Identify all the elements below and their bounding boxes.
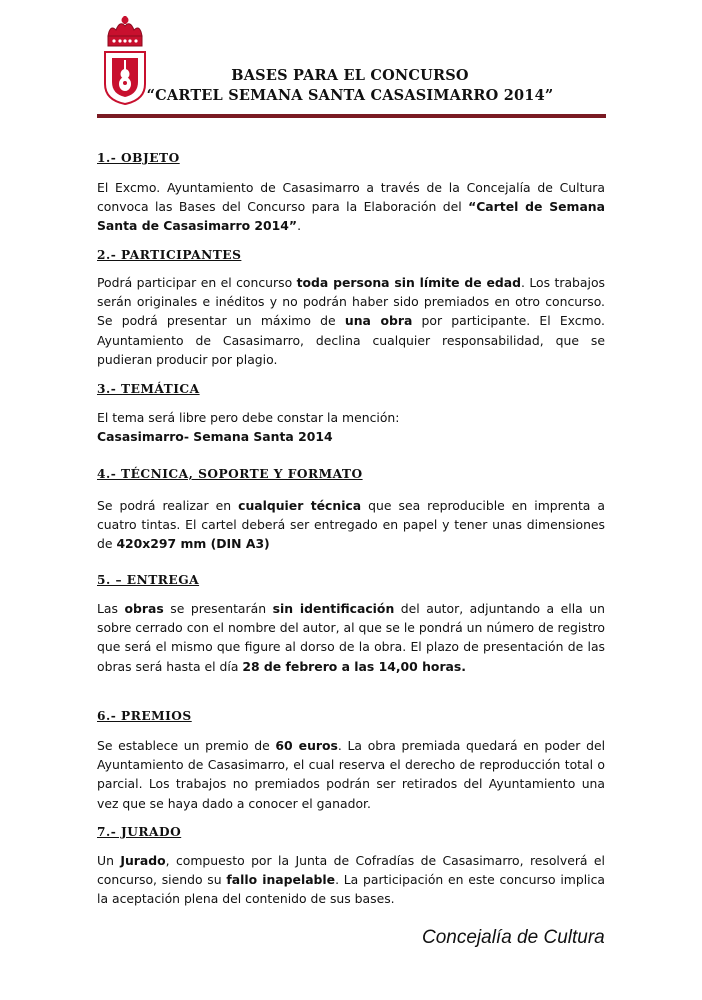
body-text: . La obra premiada quedará en poder del Ayuntamiento de Casasimarro, el cual reserva el derecho de reproducción total o parcial. Los trabajos no premiados podrán ser retirados del Ayuntamiento una vez que se haya dado a conocer el ganador.	[97, 738, 606, 811]
bold-text: Casasimarro- Semana Santa 2014	[97, 429, 333, 445]
section-heading: 5. – ENTREGA	[97, 573, 200, 587]
body-text: Podrá participar en el concurso	[97, 275, 297, 290]
body-text: . La participación en este concurso implica la aceptación plena del contenido de sus bases.	[97, 872, 605, 907]
bold-text: 28 de febrero a las 14,00 horas.	[242, 658, 466, 674]
bold-text: sin identificación	[272, 601, 395, 616]
section-heading: 6.- PREMIOS	[97, 709, 192, 723]
bold-text: una obra	[344, 313, 413, 329]
section-heading: 1.- OBJETO	[97, 151, 180, 165]
body-text: .	[297, 218, 302, 234]
title-line-1: BASES PARA EL CONCURSO	[231, 67, 469, 84]
bold-text: “Cartel de Semana Santa de Casasimarro 2014”	[97, 199, 605, 234]
section-body	[97, 178, 605, 236]
section-body	[97, 736, 605, 813]
body-text: . Los trabajos serán originales e inéditos y no podrán haber sido premiados en otro concurso. Se podrá presentar un máximo de	[97, 275, 605, 329]
section-jurado	[97, 825, 605, 909]
body-text: se presentarán	[163, 601, 273, 616]
section-heading: 2.- PARTICIPANTES	[97, 248, 242, 262]
bold-text: 420x297 mm (DIN A3)	[116, 536, 270, 552]
body-text: por participante. El Excmo. Ayuntamiento de Casasimarro, declina cualquier responsabilidad, que se pudieran producir por plagio.	[97, 313, 605, 367]
body-text: del autor, adjuntando a ella un sobre cerrado con el nombre del autor, al que se le pondrá un número de registro que será el mismo que figure al dorso de la obra. El plazo de presentación de las obras será hasta el día	[97, 601, 605, 674]
section-tecnica	[97, 467, 605, 554]
bold-text: 60 euros	[275, 738, 338, 753]
section-heading: 4.- TÉCNICA, SOPORTE Y FORMATO	[97, 467, 363, 481]
body-text: El Excmo. Ayuntamiento de Casasimarro a través de la Concejalía de Cultura convoca las Bases del Concurso para la Elaboración del	[97, 180, 605, 215]
section-heading: 7.- JURADO	[97, 825, 182, 839]
section-objeto	[97, 151, 605, 236]
bold-text: fallo inapelable	[226, 872, 336, 888]
section-body	[97, 273, 605, 369]
body-text: Las	[97, 601, 125, 616]
bold-text: cualquier técnica	[238, 498, 362, 513]
section-body	[97, 851, 605, 909]
body-text: Un	[97, 853, 121, 868]
document-title	[140, 66, 560, 106]
signature-text: Concejalía de Cultura	[422, 927, 605, 948]
section-tematica	[97, 382, 605, 446]
title-line-2: “CARTEL SEMANA SANTA CASASIMARRO 2014”	[146, 87, 554, 104]
body-text: , compuesto por la Junta de Cofradías de Casasimarro, resolverá el concurso, siendo su	[97, 853, 605, 888]
body-text: Se establece un premio de	[97, 738, 276, 753]
bold-text: obras	[124, 601, 164, 616]
section-body	[97, 496, 605, 554]
section-body	[97, 599, 605, 676]
bold-text: toda persona sin límite de edad	[296, 275, 521, 290]
section-heading: 3.- TEMÁTICA	[97, 382, 200, 396]
section-entrega	[97, 573, 605, 676]
section-participantes	[97, 248, 605, 369]
section-premios	[97, 709, 605, 813]
body-text: El tema será libre pero debe constar la mención:	[97, 410, 400, 425]
bold-text: Jurado	[120, 853, 166, 868]
section-body	[97, 408, 605, 446]
body-text: Se podrá realizar en	[97, 498, 239, 513]
body-text: que sea reproducible en imprenta a cuatro tintas. El cartel deberá ser entregado en papel y tener unas dimensiones de	[97, 498, 605, 552]
header-rule	[97, 114, 606, 118]
